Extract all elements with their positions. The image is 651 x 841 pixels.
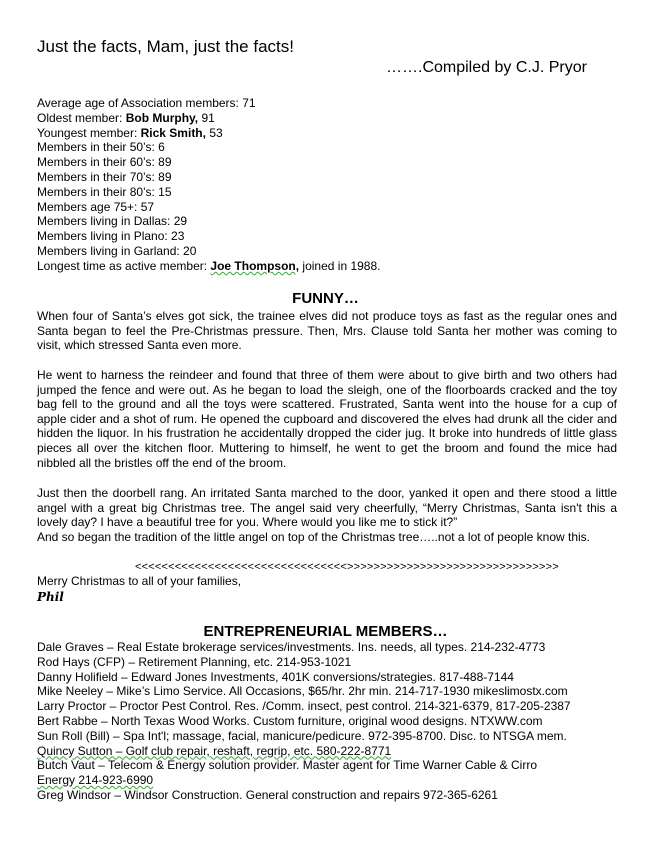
funny-paragraph-1: When four of Santa’s elves got sick, the trainee elves did not produce toys as fast as the regular ones and Santa began to feel the Pre-Christmas pressure. Then, Mrs. Clause told Santa her mother was coming to visit, which stressed Santa even more.: [37, 309, 617, 353]
stat-line: Members in their 50’s: 6: [37, 140, 165, 155]
list-item: Butch Vaut – Telecom & Energy solution provider. Master agent for Time Warner Cable & Cirro: [37, 758, 538, 773]
arrow-divider: <<<<<<<<<<<<<<<<<<<<<<<<<<<<<<<<>>>>>>>>>>>>>>>>>>>>>>>>>>>>>>>>: [135, 561, 559, 573]
stat-line: Members age 75+: 57: [37, 199, 155, 214]
list-item: Bert Rabbe – North Texas Wood Works. Custom furniture, original wood designs. NTXWW.com: [37, 713, 543, 728]
entrepreneurs-section-title: ENTREPRENEURIAL MEMBERS…: [203, 623, 448, 640]
list-item: Energy 214-923-6990: [37, 773, 154, 788]
stat-line: Members living in Dallas: 29: [37, 214, 188, 229]
list-item: Greg Windsor – Windsor Construction. General construction and repairs 972-365-6261: [37, 787, 498, 802]
list-item: Dale Graves – Real Estate brokerage services/investments. Ins. needs, all types. 214-232-4773: [37, 640, 546, 654]
list-item: Sun Roll (Bill) – Spa Int'l; massage, facial, manicure/pedicure. 972-395-8700. Disc. to NTSGA mem.: [37, 728, 567, 743]
stat-line: Members in their 70’s: 89: [37, 169, 172, 184]
member-stats-list: [37, 96, 381, 274]
funny-paragraph-4: And so began the tradition of the little angel on top of the Christmas tree…..not a lot of people know this.: [37, 530, 591, 544]
list-item: Danny Holifield – Edward Jones Investments, 401K conversions/strategies. 817-488-7144: [37, 669, 514, 684]
stat-line: Average age of Association members: 71: [37, 96, 256, 110]
list-item: Larry Proctor – Proctor Pest Control. Res. /Comm. insect, pest control. 214-321-6379, 817-205-2387: [37, 699, 571, 714]
stat-line: Members living in Plano: 23: [37, 229, 185, 244]
funny-section-title: FUNNY…: [292, 290, 359, 307]
stat-line: Members living in Garland: 20: [37, 243, 197, 258]
entrepreneur-list: [37, 640, 571, 803]
list-item: Mike Neeley – Mike’s Limo Service. All Occasions, $65/hr. 2hr min. 214-717-1930 mikeslimostx.com: [37, 684, 568, 699]
christmas-greeting: Merry Christmas to all of your families,: [37, 574, 242, 588]
stat-line: Youngest member: Rick Smith, 53: [37, 125, 223, 140]
compiled-by-line: …….Compiled by C.J. Pryor: [386, 59, 587, 76]
stat-line: Members in their 80’s: 15: [37, 184, 172, 199]
list-item: Quincy Sutton – Golf club repair, reshaft, regrip, etc. 580-222-8771: [37, 743, 392, 758]
stat-line: Oldest member: Bob Murphy, 91: [37, 110, 215, 125]
funny-paragraph-2: He went to harness the reindeer and found that three of them were about to give birth and two others had jumped the fence and were out. As he began to load the sleigh, one of the floorboards cracked and the toy bag fell to the ground and all the toys were scattered. Frustrated, Santa went into the house for a cup of apple cider and a shot of rum. He opened the cupboard and discovered the elves had drunk all the cider and hidden the liquor. In his frustration he accidentally dropped the cider jug. It broke into hundreds of little glass pieces all over the kitchen floor. Muttering to himself, he went to get the broom and found the mice had nibbled all the bristles off the end of the broom.: [37, 368, 617, 470]
stat-line: Longest time as active member: Joe Thompson, joined in 1988.: [37, 258, 381, 273]
page-title: Just the facts, Mam, just the facts!: [37, 37, 294, 56]
funny-paragraph-3: Just then the doorbell rang. An irritated Santa marched to the door, yanked it open and there stood a little angel with a great big Christmas tree. The angel said very cheerfully, “Merry Christmas, Santa isn't this a lovely day? I have a beautiful tree for you. Where would you like me to stick it?”: [37, 486, 617, 530]
stat-line: Members in their 60’s: 89: [37, 155, 172, 170]
list-item: Rod Hays (CFP) – Retirement Planning, etc. 214-953-1021: [37, 654, 352, 669]
signature: Phil: [37, 590, 64, 604]
